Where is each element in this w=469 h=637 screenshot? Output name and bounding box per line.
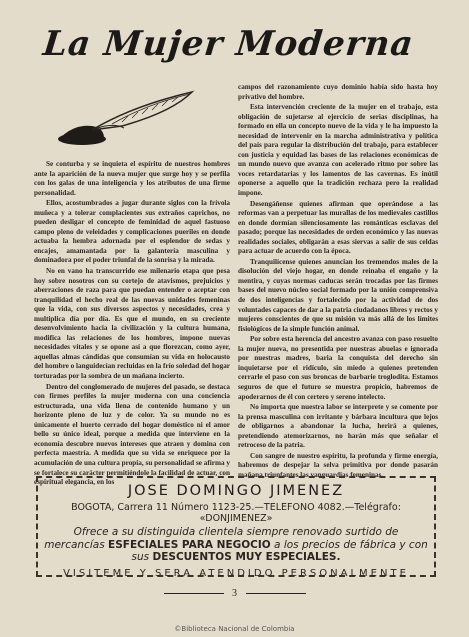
paragraph: Esta intervención creciente de la mujer en el trabajo, esta obligación de sujetarse al ejercicio de serias disciplinas, ha formado en ella un concepto nuevo de la vida y le ha impuesto la necesidad de intervenir en la marcha administrativa y política del país para regular la distribución del trabajo, para establecer con justicia y equidad las bases de las relaciones económicas de un mundo nuevo que avanza con acelerado ritmo por sobre las voces retardatarias y los lamentos de las cavernas. Es inútil oponerse a aquello que la tradición rechaza pero la realidad impone. (238, 103, 438, 198)
offer-bold-2: DESCUENTOS MUY ESPECIALES. (152, 551, 341, 563)
offer-text-2: a los precios de fábrica y con sus (131, 538, 428, 563)
ad-tagline: VISITEME Y SERA ATENDIDO PERSONALMENTE (63, 567, 409, 579)
paragraph: Con sangre de nuestro espíritu, la profunda y firme energía, habremos de despejar la selva primitiva por donde pasarán mañana triunfantes las vanguardias femeninas. (238, 451, 438, 479)
right-column (238, 83, 438, 479)
paragraph: Se conturba y se inquieta el espíritu de nuestros hombres ante la aparición de la nueva mujer que surge hoy y se perfila con los galas de una inteligencia y los atributos de una firme personalidad. (34, 160, 230, 197)
article-title: La Mujer Moderna (41, 24, 416, 64)
paragraph: No importa que nuestra labor se interprete y se comente por la prensa masculina con irritante y bárbara incultura que lejos de obligarnos a abandonar la lucha, herirá a quienes, pretendiendo atemorizarnos, no harán más que señalar el retroceso de la patria. (238, 403, 438, 450)
paragraph: Desengáñense quienes afirman que operándose a las reformas van a perpetuar las murallas de los medievales castillos en donde dormían silenciosamente las románticas esclavas del pasado; porque las necesidades de orden económico y las nuevas realidades sociales, obligarán a esas siervas a salir de sus celdas para actuar de acuerdo con la época. (238, 199, 438, 256)
inkwell-quill-illustration (52, 86, 202, 148)
offer-text-1: Ofrece a su distinguida clientela siempre renovado surtido de mercancías (44, 526, 399, 551)
paragraph: Tranquilícense quienes anuncian los tremendos males de la disolución del viejo hogar, en donde reinaba el engaño y la mentira, y cuyas normas caducas serán trocadas por las firmes bases del nuevo núcleo social formado por la unión comprensiva de dos inteligencias y fortalecido por la actividad de dos voluntades capaces de dar a la patria ciudadanos libres y rectos y mujeres conscientes de que su misión va más allá de los límites fisiológicos de la simple función animal. (238, 257, 438, 333)
ad-offer-text (44, 526, 428, 564)
footer-credit: ©Biblioteca Nacional de Colombia (174, 625, 295, 633)
paragraph: Dentro del conglomerado de mujeres del pasado, se destaca con firmes perfiles la mujer moderna con una conciencia estructurada, una vida llena de contenido humano y un horizonte pleno de luz y de color. Ya su mundo no es únicamente el huerto cerrado del hogar doméstico ni el amor bello su único ideal, porque a medida que interviene en la economía descubre nuevos intereses que atraen y domina con perfecta maestría. A medida que su vida se enriquece por la acumulación de una cultura propia, su personalidad se afirma y se fortalece su carácter permitiéndole la facilidad de actuar, con espiritual elegancia, en los (34, 382, 230, 487)
advertisement-box (36, 476, 436, 577)
advertiser-name: JOSE DOMINGO JIMENEZ (127, 483, 345, 499)
advertiser-address: BOGOTA, Carrera 11 Número 1123-25.—TELEFONO 4082.—Telégrafo: «DONJIMENEZ» (71, 502, 401, 524)
paragraph: No en vano ha transcurrido ese milenario etapa que pesa hoy sobre nosotros con su cortejo de atavismos, prejuicios y aberraciones de raza para que puedan entender o aceptar con tranquilidad el hecho real de las nuevas unidades femeninas que la vida, con sus diversos aspectos y necesidades, crea y multiplica día por día. Es que el mundo, en su creciente desenvolvimiento hacia la civilización y la cultura humana, modifica las relaciones de los hombres, impone nuevas necesidades vitales y se opone así a que florezcan, como ayer, aquellas almas cándidas que consumían su vida en holocausto del hombre o languidecían recluidas en la frío soledad del hogar torturadas por la sombra de un mañana incierto. (34, 267, 230, 381)
paragraph: Por sobre esta herencia del ancestro avanza con paso resuelto la mujer nueva, no presentida por nuestras abuelas e ignorada por nuestras madres, baria la conquista del derecho sin inquietarse por el ridículo, sin miedo a quienes pretenden cerrarle el paso con sus broncas de barbarie troglodita. Estamos seguros de que el futuro se muestra propicio, habremos de apoderarnos de él con certero y sereno intelecto. (238, 335, 438, 401)
divider (246, 593, 306, 594)
divider (164, 593, 224, 594)
left-column (34, 160, 230, 487)
offer-bold-1: ESFECIALES PARA NEGOCIO (108, 538, 271, 551)
page-number: 3 (232, 588, 237, 599)
paragraph: Ellos, acostumbrados a jugar durante siglos con la frívola muñeca y a tolerar complacientes sus extraños caprichos, no pueden desligar el concepto de feminidad de aquel fastuoso campo pleno de veleidades y complicaciones pueriles en donde actuaba la hembra adornada por el esplendor de sedas y encajes, amamantada por la galantería masculina y dominadora por el poder triunfal de la sonrisa y la mirada. (34, 199, 230, 265)
paragraph: campos del razonamiento cuyo dominio había sido hasta hoy privativo del hombre. (238, 83, 438, 101)
page-number-line (0, 588, 469, 599)
